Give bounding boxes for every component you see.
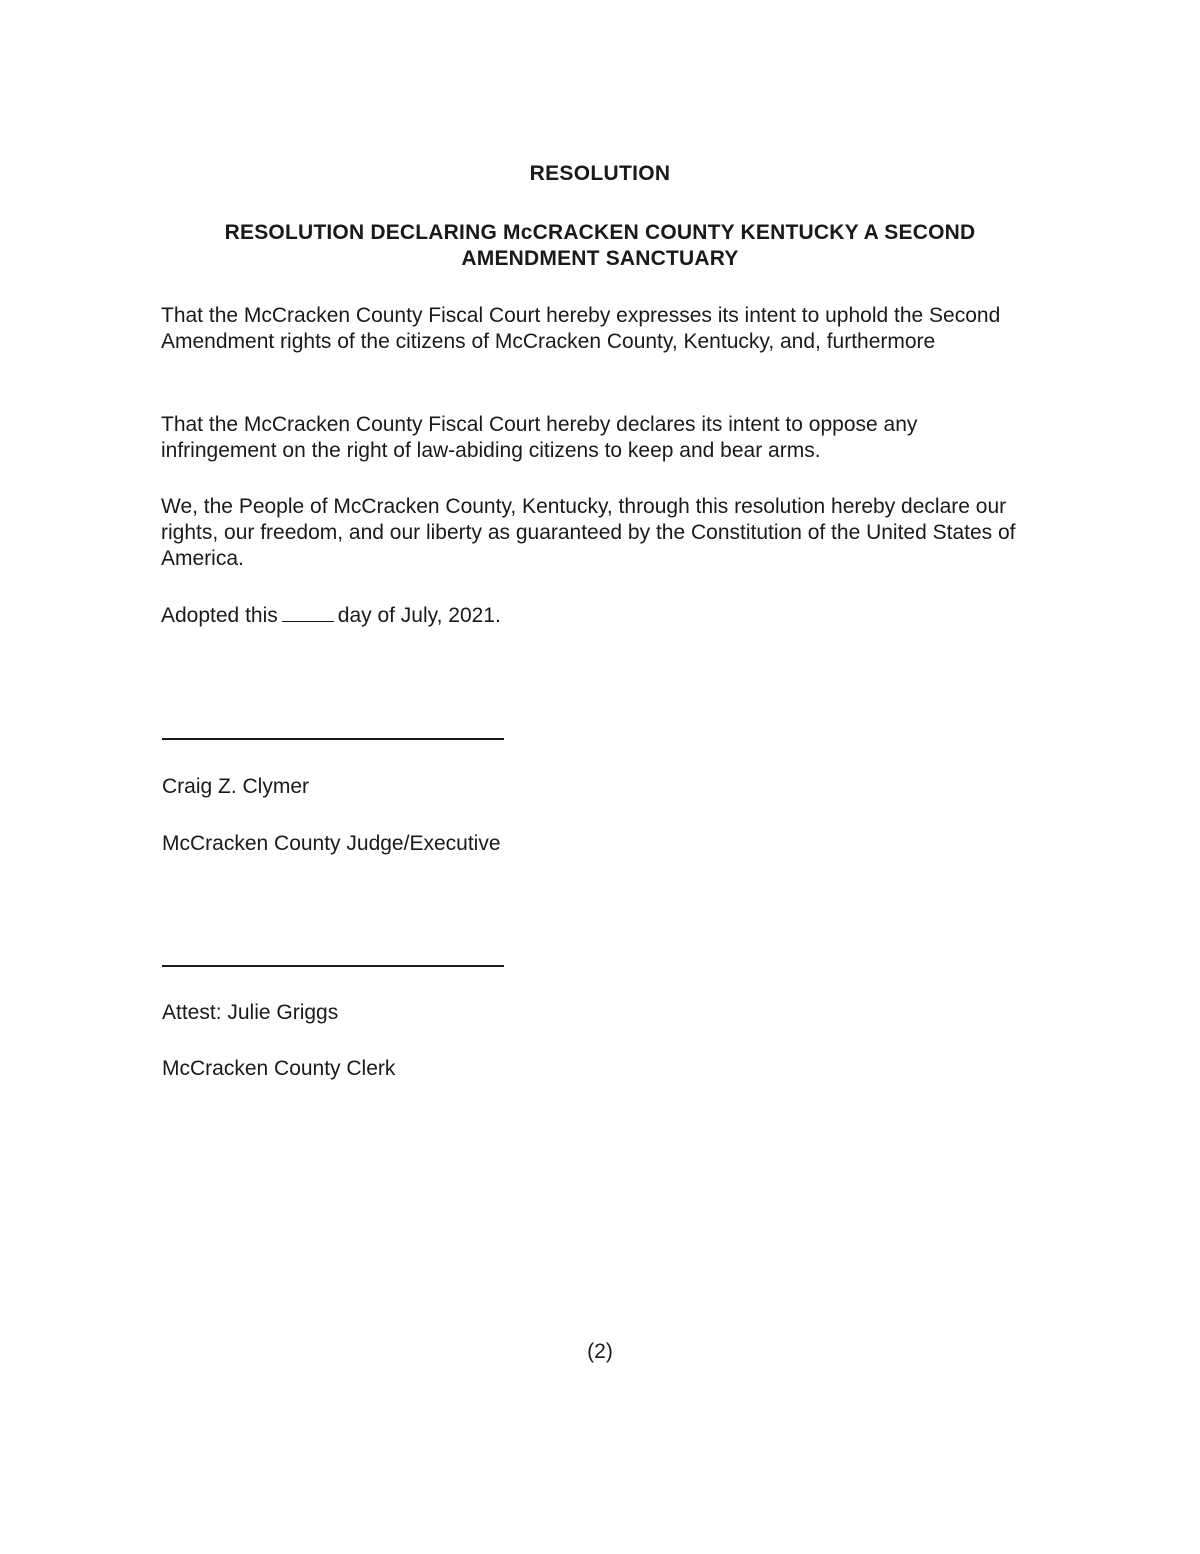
signature-line-clerk (162, 965, 504, 967)
document-title: RESOLUTION (529, 162, 671, 185)
adopted-suffix: day of July, 2021. (337, 604, 501, 627)
adopted-day-blank (282, 603, 334, 622)
adopted-prefix: Adopted this (161, 604, 278, 627)
signature-line-judge (162, 738, 504, 740)
paragraph-uphold: That the McCracken County Fiscal Court hereby expresses its intent to uphold the Second Amendment rights of the citizens of McCracken County, Kentucky, and, furthermore (161, 304, 1001, 353)
signer-title-judge: McCracken County Judge/Executive (162, 832, 501, 855)
signer-name-clerk: Attest: Julie Griggs (162, 1001, 339, 1024)
adopted-line (161, 603, 1051, 629)
signer-title-clerk: McCracken County Clerk (162, 1057, 396, 1080)
signer-name-judge: Craig Z. Clymer (162, 775, 310, 798)
page-number: (2) (587, 1340, 613, 1363)
paragraph-declare: We, the People of McCracken County, Kentucky, through this resolution hereby declare our rights, our freedom, and our liberty as guaranteed by the Constitution of the United States of America. (161, 495, 1016, 570)
paragraph-oppose: That the McCracken County Fiscal Court hereby declares its intent to oppose any infringement on the right of law-abiding citizens to keep and bear arms. (161, 413, 918, 462)
document-subtitle: RESOLUTION DECLARING McCRACKEN COUNTY KENTUCKY A SECOND AMENDMENT SANCTUARY (224, 221, 976, 270)
